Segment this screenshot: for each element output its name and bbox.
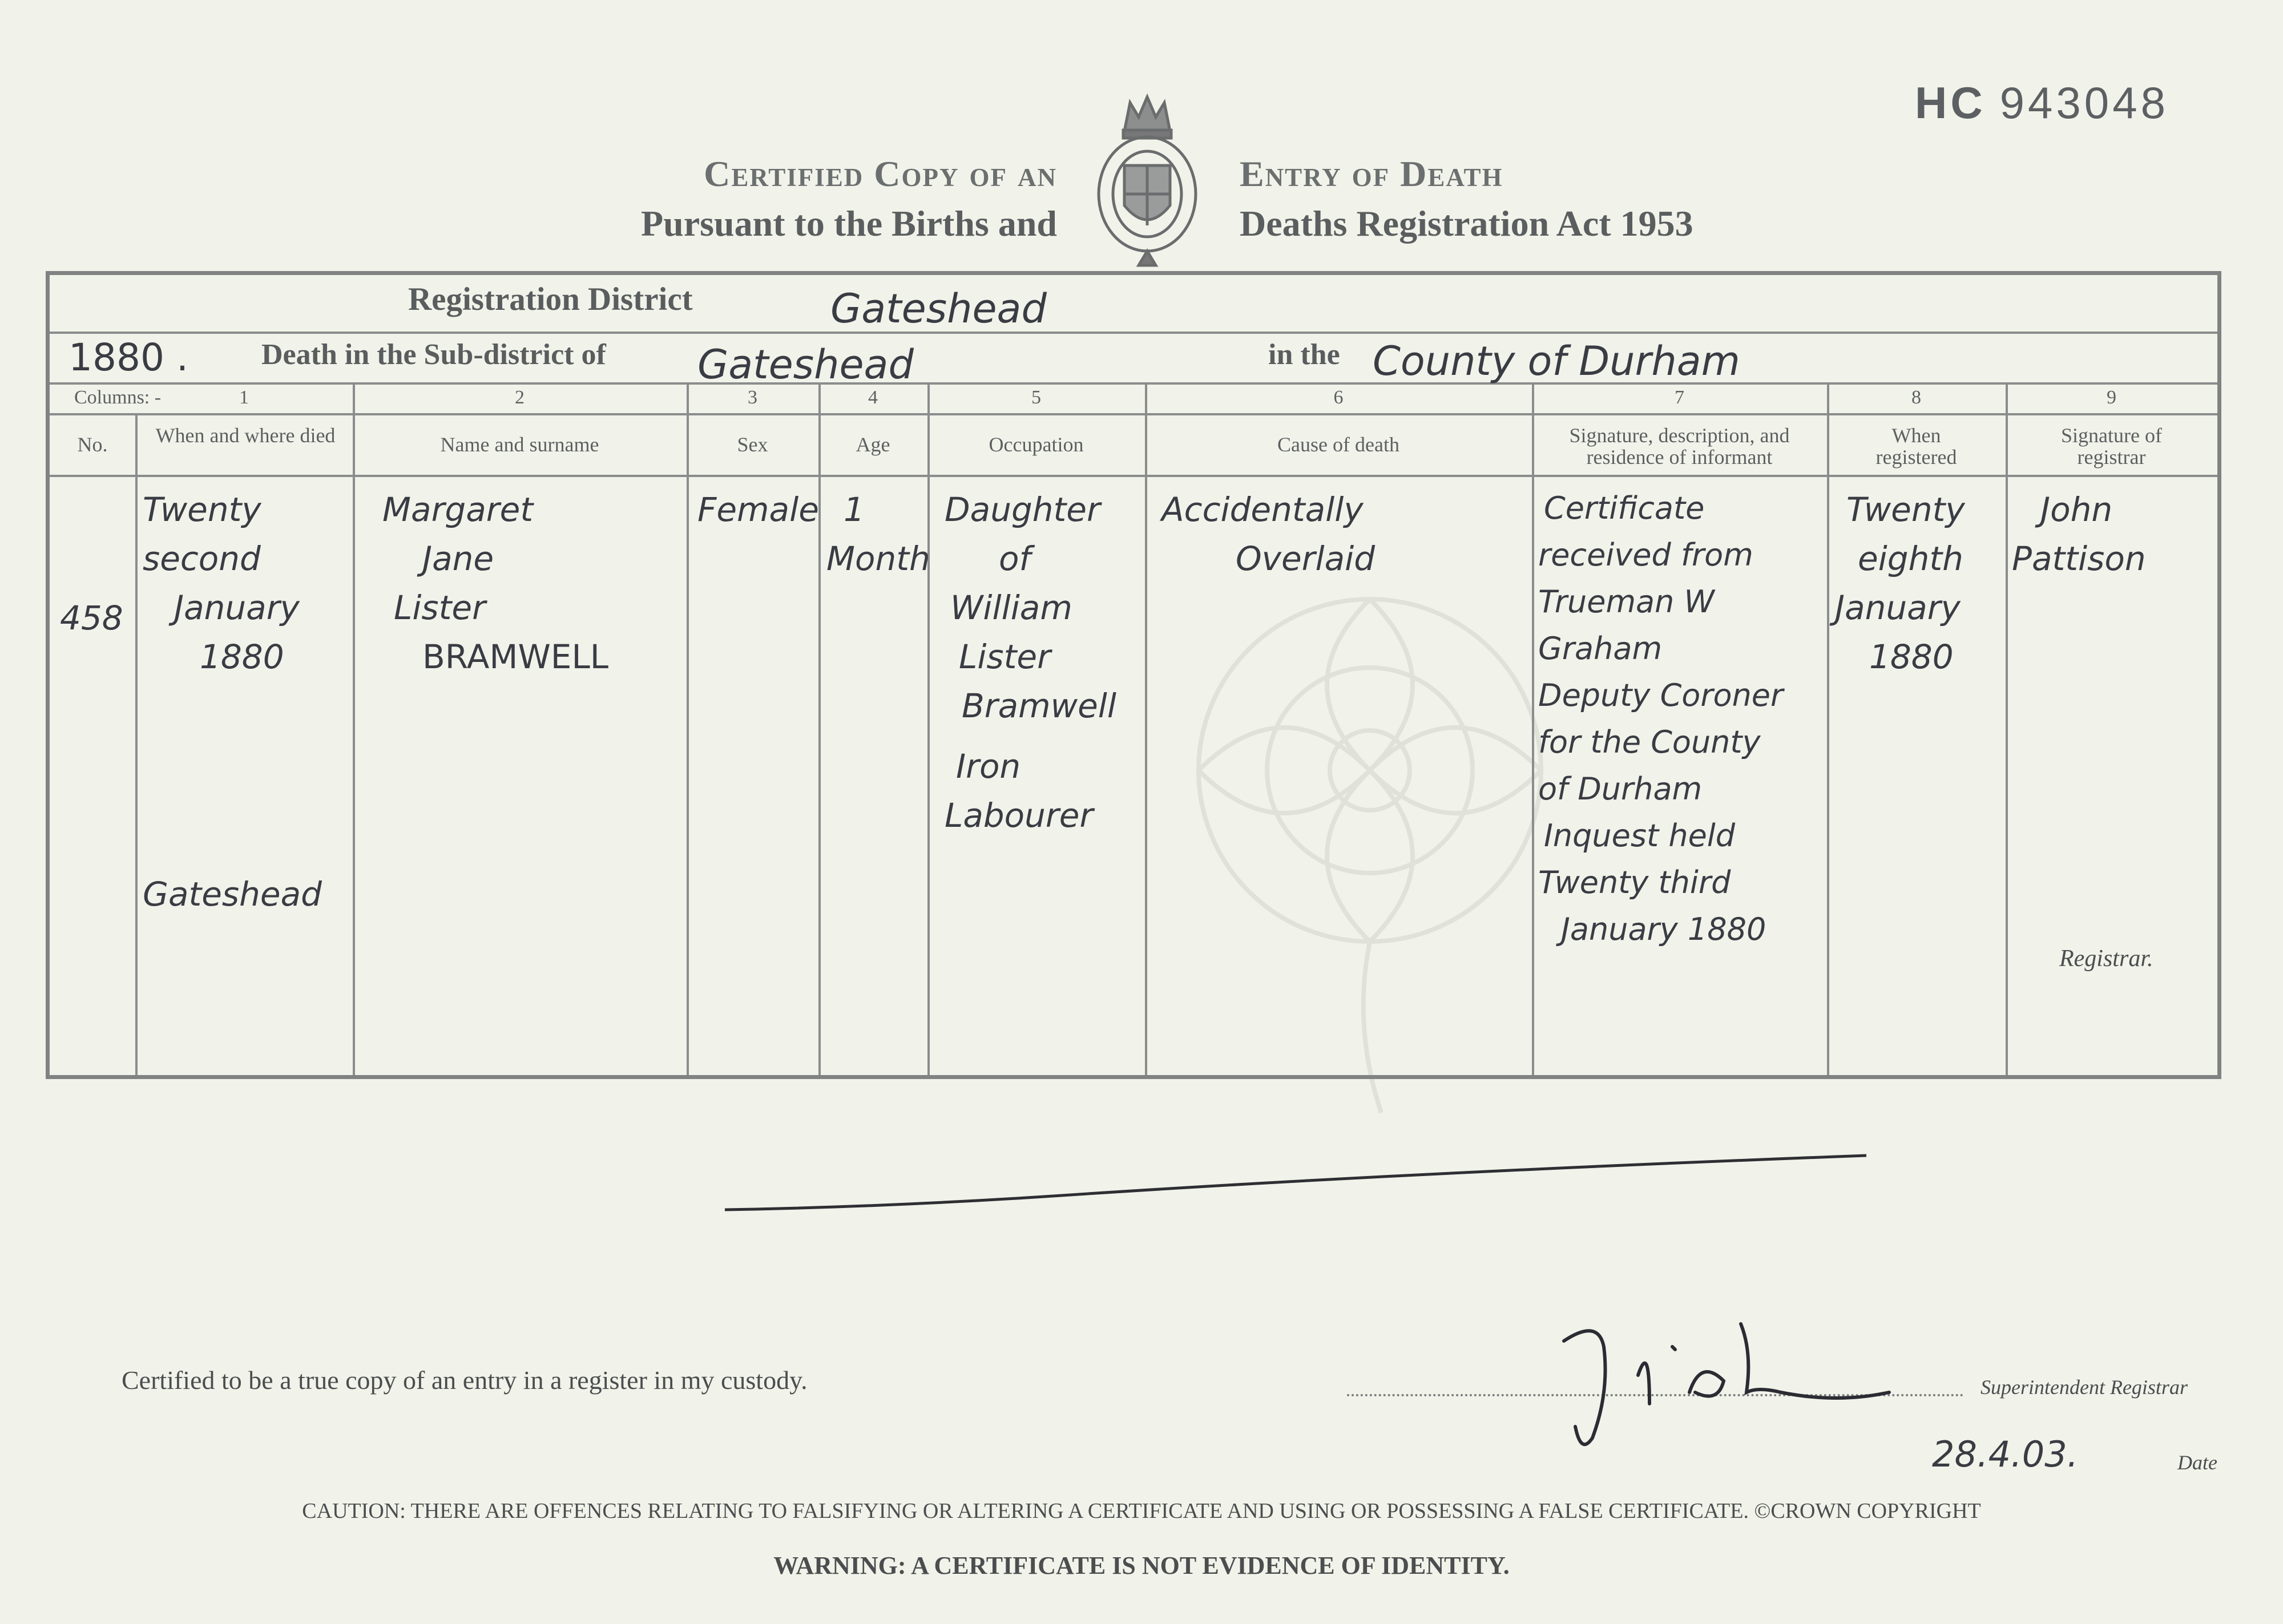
name-line-2: Jane: [422, 539, 494, 578]
cell-registered: [1835, 485, 2000, 681]
col-num-6: 6: [1333, 387, 1344, 408]
when-line-1: Twenty second: [143, 490, 261, 578]
inf-line-1: Certificate: [1544, 490, 1705, 526]
when-line-2: January: [174, 588, 300, 627]
col-num-1: 1: [239, 387, 249, 408]
inf-line-6: of Durham: [1538, 771, 1703, 807]
col-num-8: 8: [1911, 387, 1921, 408]
col-header-when-where: When and where died: [155, 424, 336, 447]
occ-line-4: Lister: [959, 637, 1051, 676]
col-num-9: 9: [2107, 387, 2116, 408]
registrar-last: Pattison: [2012, 539, 2146, 578]
when-line-3: 1880: [200, 637, 284, 676]
subdistrict-value: Gateshead: [697, 341, 914, 388]
name-line-4: BRAMWELL: [422, 637, 609, 676]
occ-line-3: William: [950, 588, 1072, 627]
header-left-line2: Pursuant to the Births and: [641, 203, 1057, 244]
col-divider-1: [135, 413, 138, 1075]
district-value: Gateshead: [830, 285, 1047, 332]
header-left-line1: Certified Copy of an: [704, 153, 1057, 194]
col-num-3: 3: [748, 387, 757, 408]
col-divider-5: [927, 382, 930, 1075]
rule-district: [50, 332, 2217, 334]
inf-line-5: for the County: [1538, 724, 1761, 760]
col-num-4: 4: [868, 387, 878, 408]
col-header-age: Age: [856, 433, 890, 456]
reg-line-4: 1880: [1869, 637, 1954, 676]
superintendent-registrar-label: Superintendent Registrar: [1981, 1376, 2188, 1399]
inf-line-8: Twenty third: [1538, 864, 1731, 900]
serial-prefix: HC: [1915, 78, 1986, 128]
warning-notice: WARNING: A CERTIFICATE IS NOT EVIDENCE OF IDENTITY.: [773, 1552, 1510, 1579]
col-divider-6: [1145, 382, 1147, 1075]
col-header-cause: Cause of death: [1277, 433, 1399, 456]
inf-line-3: Trueman W Graham: [1538, 584, 1715, 666]
age-unit: Month: [826, 539, 930, 578]
cell-sex: Female: [697, 490, 819, 529]
col-num-5: 5: [1031, 387, 1041, 408]
inf-line-4: Deputy Coroner: [1538, 677, 1784, 713]
col-header-registered: When registered: [1875, 424, 1957, 468]
reg-line-3: January: [1835, 588, 1961, 627]
registrar-first: John: [2040, 490, 2113, 529]
pen-stroke: [719, 1141, 1872, 1221]
col-num-7: 7: [1675, 387, 1684, 408]
district-label: Registration District: [408, 281, 693, 317]
signature-icon: [1552, 1307, 1906, 1467]
entry-number: 458: [60, 599, 123, 637]
county-label: in the: [1268, 338, 1340, 371]
inf-line-7: Inquest held: [1544, 818, 1736, 854]
cell-cause: [1161, 485, 1527, 583]
serial-number: [1915, 77, 2169, 129]
col-num-2: 2: [515, 387, 525, 408]
certification-text: Certified to be a true copy of an entry in a register in my custody.: [122, 1366, 808, 1395]
cell-name: [382, 485, 685, 681]
occ-line-7: Labourer: [945, 796, 1094, 835]
col-divider-8: [1827, 382, 1829, 1075]
cell-registrar: [2012, 485, 2215, 583]
date-label: Date: [2177, 1451, 2217, 1474]
rule-subdistrict: [50, 382, 2217, 385]
col-divider-3: [687, 382, 689, 1075]
county-value: County of Durham: [1373, 338, 1740, 385]
rule-column-headers: [50, 475, 2217, 477]
occ-line-2: of: [999, 539, 1031, 578]
col-header-no: No.: [77, 433, 108, 456]
serial-digits: 943048: [1999, 78, 2169, 128]
subdistrict-label: Death in the Sub-district of: [261, 338, 606, 371]
age-number: 1: [844, 490, 865, 529]
rule-column-numbers: [50, 413, 2217, 415]
inf-line-9: January 1880: [1561, 911, 1766, 947]
caution-notice: CAUTION: THERE ARE OFFENCES RELATING TO FALSIFYING OR ALTERING A CERTIFICATE AND USING OR POSSESSING A FALSE CERTIFICATE. ©CROWN COPYRIGHT: [302, 1499, 1981, 1523]
cell-when-where: [143, 485, 351, 919]
col-header-name: Name and surname: [440, 433, 599, 456]
cause-line-2: Overlaid: [1236, 539, 1376, 578]
inf-line-2: received from: [1538, 537, 1753, 573]
where-place: Gateshead: [143, 875, 322, 914]
col-header-occupation: Occupation: [989, 433, 1084, 456]
royal-crest-icon: [1090, 86, 1204, 268]
occ-line-5: Bramwell: [962, 686, 1117, 725]
cause-line-1: Accidentally: [1161, 490, 1364, 529]
col-divider-7: [1532, 382, 1534, 1075]
registrar-label: Registrar.: [2059, 946, 2153, 972]
cell-informant: [1538, 485, 1826, 953]
columns-label: Columns: -: [74, 387, 162, 408]
certification-date: 28.4.03.: [1932, 1433, 2079, 1475]
cell-age: [826, 485, 930, 583]
reg-line-1: Twenty: [1846, 490, 1965, 529]
occ-line-1: Daughter: [945, 490, 1100, 529]
header-right-line2: Deaths Registration Act 1953: [1240, 203, 1693, 244]
col-divider-9: [2006, 382, 2008, 1075]
col-header-informant: Signature, description, and residence of informant: [1569, 424, 1790, 468]
name-line-3: Lister: [394, 588, 486, 627]
col-divider-2: [353, 382, 355, 1075]
occ-line-6: Iron: [956, 747, 1021, 786]
col-header-registrar: Signature of registrar: [2061, 424, 2162, 468]
entry-year: 1880 .: [68, 336, 188, 379]
name-line-1: Margaret: [382, 490, 534, 529]
col-header-sex: Sex: [737, 433, 768, 456]
header-right-line1: Entry of Death: [1240, 153, 1503, 194]
cell-occupation: [945, 485, 1144, 840]
reg-line-2: eighth: [1858, 539, 1963, 578]
